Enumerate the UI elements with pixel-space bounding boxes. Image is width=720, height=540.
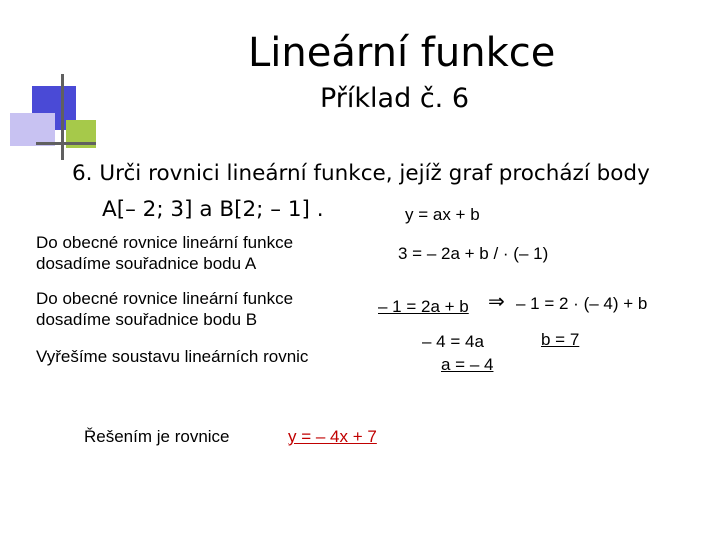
decor-vertical-line (61, 74, 64, 160)
double-right-arrow-icon: ⇒ (488, 289, 505, 313)
general-equation: y = ax + b (405, 205, 480, 224)
result-a: a = – 4 (441, 355, 494, 374)
slide-title: Lineární funkce (248, 30, 556, 76)
equation-point-b: – 1 = 2a + b (378, 297, 469, 316)
equation-sum: – 4 = 4a (422, 332, 484, 351)
task-text-line1: 6. Urči rovnici lineární funkce, jejíž graf prochází body (72, 161, 650, 186)
equation-point-a: 3 = – 2a + b / · (– 1) (398, 244, 549, 263)
equation-substitution: – 1 = 2 · (– 4) + b (516, 294, 648, 313)
solution-equation: y = – 4x + 7 (288, 427, 377, 446)
step-substitute-a: Do obecné rovnice lineární funkce dosadíme souřadnice bodu A (36, 233, 294, 273)
step-solve-system: Vyřešíme soustavu lineárních rovnic (36, 347, 309, 366)
solution-label: Řešením je rovnice (84, 427, 230, 446)
step-substitute-b: Do obecné rovnice lineární funkce dosadíme souřadnice bodu B (36, 289, 294, 329)
slide-subtitle: Příklad č. 6 (320, 83, 470, 114)
result-b: b = 7 (541, 330, 580, 349)
decor-horizontal-line (36, 142, 96, 145)
task-text-line2: A[– 2; 3] a B[2; – 1] . (102, 197, 324, 222)
